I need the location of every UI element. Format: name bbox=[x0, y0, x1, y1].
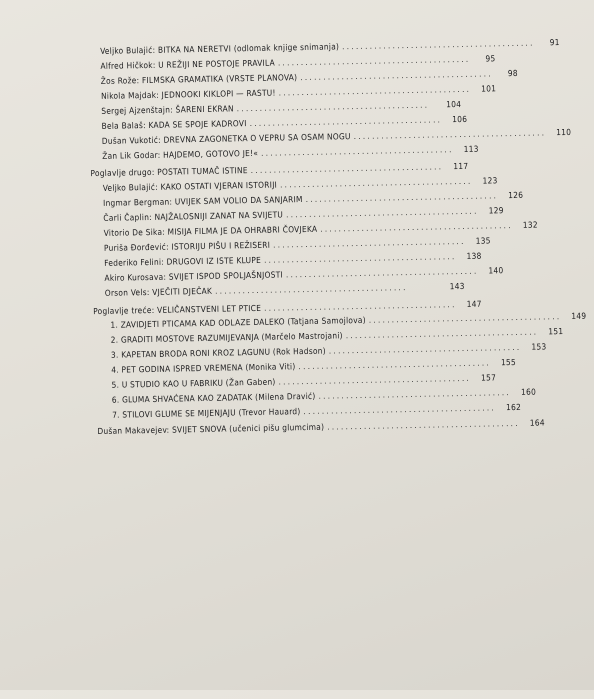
toc-page-number: 140 bbox=[488, 265, 504, 276]
toc-entry-title: Bela Balaš: KADA SE SPOJE KADROVI bbox=[101, 118, 247, 131]
toc-page-number: 155 bbox=[500, 356, 517, 368]
toc-entry-title: Žos Rože: FILMSKA GRAMATIKA (VRSTE PLANOVA) bbox=[100, 72, 298, 86]
toc-entry-title: Poglavlje treće: VELIČANSTVENI LET PTICE bbox=[93, 302, 262, 317]
toc-entry-title: 3. KAPETAN BRODA RONI KROZ LAGUNU (Rok Hadson) bbox=[110, 345, 326, 360]
toc-entry-title: Puriša Đorđević: ISTORIJU PIŠU I REŽISERI bbox=[103, 239, 271, 253]
toc-entry-title: Veljko Bulajić: BITKA NA NERETVI (odlomak knjige snimanja) bbox=[100, 41, 340, 56]
toc-entry bbox=[102, 143, 479, 162]
toc-page-number: 113 bbox=[463, 143, 479, 154]
toc-entry-title: Alfred Hičkok: U REŽIJI NE POSTOJE PRAVILA bbox=[100, 57, 275, 71]
toc-entry-title: Orson Vels: VJEČITI DJEČAK bbox=[104, 285, 213, 298]
toc-page-number: 129 bbox=[488, 205, 504, 216]
toc-page-number: 110 bbox=[556, 126, 572, 138]
toc-leader-dots: .......................................... bbox=[250, 162, 444, 176]
toc-leader-dots: .......................................... bbox=[328, 342, 522, 356]
toc-page-number: 91 bbox=[549, 37, 560, 48]
toc-page-number: 149 bbox=[571, 310, 587, 321]
toc-entry-title: Poglavlje drugo: POSTATI TUMAČ ISTINE bbox=[90, 165, 248, 179]
toc-entry-title: 7. STILOVI GLUME SE MIJENJAJU (Trevor Hauard) bbox=[112, 406, 301, 420]
toc-leader-dots: .......................................... bbox=[278, 373, 472, 387]
toc-page-number: 104 bbox=[446, 98, 462, 110]
toc-leader-dots: .......................................... bbox=[300, 69, 493, 83]
toc-entry-title: Žan Lik Godar: HAJDEMO, GOTOVO JE!« bbox=[102, 147, 259, 161]
toc-leader-dots: .......................................... bbox=[279, 176, 473, 190]
toc-entry-title: Čarli Čaplin: NAJŽALOSNIJI ZANAT NA SVIJETU bbox=[103, 209, 284, 223]
toc-entry-title: 6. GLUMA SHVAĆENA KAO ZADATAK (Milena Dravić) bbox=[111, 390, 316, 405]
toc-entry-title: Veljko Bulajić: KAKO OSTATI VJERAN ISTORIJI bbox=[102, 179, 278, 193]
toc-page-number: 126 bbox=[508, 189, 524, 201]
toc-page-number: 101 bbox=[481, 83, 497, 94]
toc-leader-dots: .......................................... bbox=[327, 418, 520, 432]
toc-entry-title: Ingmar Bergman: UVIJEK SAM VOLIO DA SANJARIM bbox=[102, 194, 303, 208]
toc-leader-dots: .......................................... bbox=[345, 327, 539, 341]
toc-page-number: 160 bbox=[520, 386, 537, 397]
toc-entry-title: Vitorio De Sika: MISIJA FILMA JE DA OHRABRI ČOVJEKA bbox=[103, 223, 318, 238]
toc-page-number: 123 bbox=[482, 175, 498, 186]
toc-leader-dots: .......................................... bbox=[318, 388, 512, 401]
toc-entry-title: 5. U STUDIO KAO U FABRIKU (Žan Gaben) bbox=[111, 376, 276, 390]
toc-page-number: 98 bbox=[507, 67, 518, 79]
toc-entry-title: 4. PET GODINA ISPRED VREMENA (Monika Viti) bbox=[111, 361, 296, 375]
toc-leader-dots: .......................................... bbox=[249, 115, 443, 129]
toc-entry-title: Nikola Majdak: JEDNOOKI KIKLOPI — RASTU! bbox=[100, 87, 276, 101]
toc-leader-dots: .......................................... bbox=[305, 191, 499, 204]
toc-leader-dots: .......................................... bbox=[261, 145, 454, 158]
toc-entry bbox=[97, 417, 545, 437]
toc-leader-dots: .......................................... bbox=[215, 283, 408, 296]
toc-leader-dots: .......................................... bbox=[263, 252, 457, 265]
toc-page-number: 135 bbox=[475, 235, 491, 246]
toc-page-number: 106 bbox=[452, 113, 468, 125]
toc-page-number: 164 bbox=[529, 417, 545, 428]
toc-entry-title: Dušan Makavejev: SVIJET SNOVA (učenici pišu glumcima) bbox=[97, 421, 325, 437]
toc-entry-title: 2. GRADITI MOSTOVE RAZUMIJEVANJA (Marčelo Mastrojani) bbox=[110, 330, 343, 345]
toc-entry bbox=[112, 401, 522, 421]
toc-leader-dots: .......................................... bbox=[303, 403, 497, 417]
toc-page-number: 151 bbox=[548, 326, 564, 337]
toc-leader-dots: .......................................... bbox=[368, 312, 562, 325]
toc-entry-title: 1. ZAVIDJETI PTICAMA KAD ODLAZE DALEKO (Tatjana Samojlova) bbox=[110, 314, 366, 330]
toc-entry-title: Dušan Vukotić: DREVNA ZAGONETKA O VEPRU SA OSAM NOGU bbox=[101, 131, 351, 146]
toc-leader-dots: .......................................... bbox=[353, 128, 547, 142]
toc-page-number: 157 bbox=[480, 372, 497, 383]
toc-page-number: 162 bbox=[505, 401, 522, 413]
toc-page-number: 153 bbox=[531, 341, 547, 352]
toc-page-number: 143 bbox=[449, 280, 465, 292]
toc-page-number: 95 bbox=[485, 53, 496, 64]
toc-page-number: 138 bbox=[466, 250, 482, 261]
toc-leader-dots: .......................................... bbox=[298, 358, 492, 372]
toc-entry-title: Federiko Felini: DRUGOVI IZ ISTE KLUPE bbox=[104, 254, 262, 268]
toc-leader-dots: .......................................... bbox=[286, 206, 479, 220]
toc-page-number: 117 bbox=[453, 160, 469, 172]
toc-leader-dots: .......................................... bbox=[342, 38, 535, 52]
toc-leader-dots: .......................................... bbox=[277, 54, 471, 68]
toc-leader-dots: .......................................... bbox=[320, 221, 513, 234]
toc-leader-dots: .......................................... bbox=[264, 300, 457, 313]
toc-leader-dots: .......................................... bbox=[236, 100, 430, 114]
toc-leader-dots: .......................................... bbox=[285, 266, 479, 280]
toc-leader-dots: .......................................... bbox=[273, 236, 466, 250]
toc-page-number: 132 bbox=[522, 219, 538, 230]
toc-entry bbox=[105, 281, 465, 299]
toc-entry-title: Sergej Ajzenštajn: ŠARENI EKRAN bbox=[101, 103, 234, 116]
toc-entry-title: Akiro Kurosava: SVIJET ISPOD SPOLJAŠNJOSTI bbox=[104, 269, 284, 283]
toc-page-number: 147 bbox=[466, 298, 482, 309]
toc-leader-dots: .......................................... bbox=[278, 84, 472, 98]
